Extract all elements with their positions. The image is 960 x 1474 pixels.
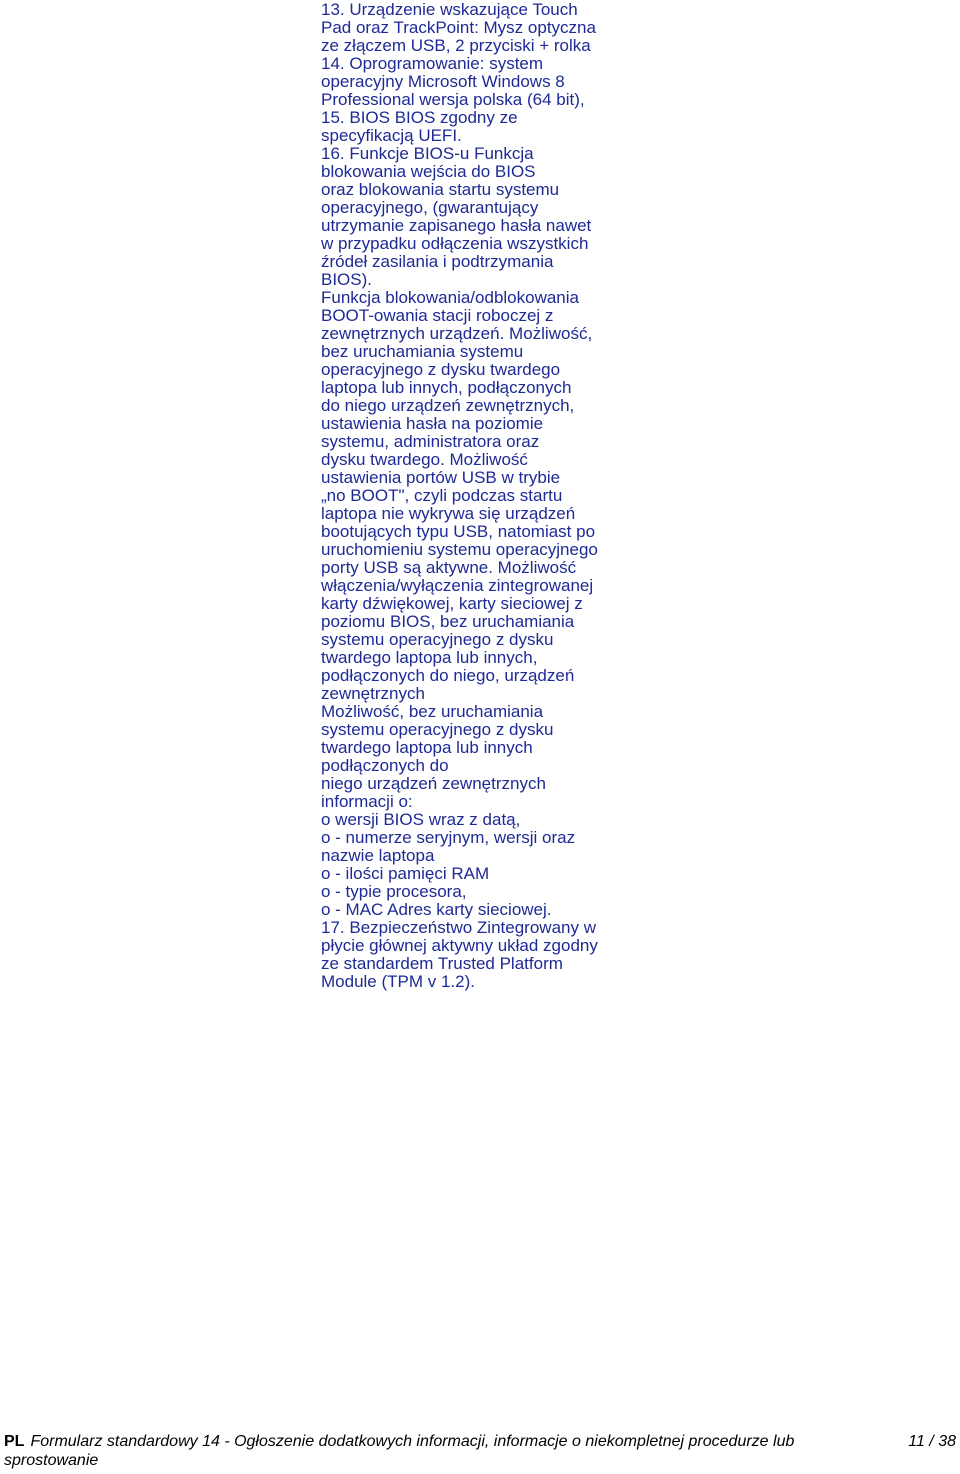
text-line: oraz blokowania startu systemu <box>321 180 560 199</box>
text-line: Professional wersja polska (64 bit), <box>321 90 585 109</box>
text-line: systemu operacyjnego z dysku <box>321 630 554 649</box>
text-line: dysku twardego. Możliwość <box>321 450 528 469</box>
text-line: twardego laptopa lub innych <box>321 738 533 757</box>
text-line: karty dźwiękowej, karty sieciowej z <box>321 594 583 613</box>
text-line: 14. Oprogramowanie: system <box>321 54 544 73</box>
text-line: operacyjnego z dysku twardego <box>321 360 561 379</box>
text-line: informacji o: <box>321 792 413 811</box>
text-line: o - ilości pamięci RAM <box>321 864 490 883</box>
text-line: blokowania wejścia do BIOS <box>321 162 536 181</box>
text-line: nazwie laptopa <box>321 846 435 865</box>
text-line: poziomu BIOS, bez uruchamiania <box>321 612 575 631</box>
text-line: ze standardem Trusted Platform <box>321 954 563 973</box>
text-line: „no BOOT", czyli podczas startu <box>321 486 563 505</box>
document-text-column <box>321 1 651 991</box>
footer-form-title-continued: sprostowanie <box>4 1452 99 1469</box>
text-line: niego urządzeń zewnętrznych <box>321 774 546 793</box>
text-line: ustawienia hasła na poziomie <box>321 414 544 433</box>
text-line: 17. Bezpieczeństwo Zintegrowany w <box>321 918 596 937</box>
text-line: podłączonych do <box>321 756 449 775</box>
text-line: włączenia/wyłączenia zintegrowanej <box>321 576 594 595</box>
text-line: porty USB są aktywne. Możliwość <box>321 558 577 577</box>
text-line: operacyjnego, (gwarantujący <box>321 198 539 217</box>
footer-form-title: Formularz standardowy 14 - Ogłoszenie dodatkowych informacji, informacje o niekompletnej procedurze lub <box>30 1433 795 1450</box>
footer-page-number: 11 / 38 <box>908 1433 956 1450</box>
text-line: 13. Urządzenie wskazujące Touch <box>321 0 578 19</box>
text-line: operacyjny Microsoft Windows 8 <box>321 72 565 91</box>
text-line: Możliwość, bez uruchamiania <box>321 702 544 721</box>
text-line: Funkcja blokowania/odblokowania <box>321 288 579 307</box>
text-line: Module (TPM v 1.2). <box>321 972 475 991</box>
text-line: do niego urządzeń zewnętrznych, <box>321 396 575 415</box>
text-line: zewnętrznych <box>321 684 425 703</box>
text-line: laptopa lub innych, podłączonych <box>321 378 572 397</box>
text-line: BIOS). <box>321 270 373 289</box>
text-line: ustawienia portów USB w trybie <box>321 468 561 487</box>
text-line: o - MAC Adres karty sieciowej. <box>321 900 552 919</box>
text-line: 15. BIOS BIOS zgodny ze <box>321 108 518 127</box>
page-footer <box>4 1432 956 1469</box>
text-line: o wersji BIOS wraz z datą, <box>321 810 521 829</box>
text-line: systemu operacyjnego z dysku <box>321 720 554 739</box>
text-line: utrzymanie zapisanego hasła nawet <box>321 216 592 235</box>
footer-language-code: PL <box>4 1433 25 1450</box>
text-line: podłączonych do niego, urządzeń <box>321 666 575 685</box>
text-line: systemu, administratora oraz <box>321 432 540 451</box>
text-line: bez uruchamiania systemu <box>321 342 524 361</box>
text-line: laptopa nie wykrywa się urządzeń <box>321 504 576 523</box>
text-line: zewnętrznych urządzeń. Możliwość, <box>321 324 593 343</box>
text-line: Pad oraz TrackPoint: Mysz optyczna <box>321 18 596 37</box>
text-line: twardego laptopa lub innych, <box>321 648 538 667</box>
text-line: BOOT-owania stacji roboczej z <box>321 306 554 325</box>
text-line: ze złączem USB, 2 przyciski + rolka <box>321 36 591 55</box>
text-line: specyfikacją UEFI. <box>321 126 462 145</box>
text-line: o - numerze seryjnym, wersji oraz <box>321 828 576 847</box>
text-line: 16. Funkcje BIOS-u Funkcja <box>321 144 534 163</box>
text-line: bootujących typu USB, natomiast po <box>321 522 596 541</box>
text-line: w przypadku odłączenia wszystkich <box>321 234 589 253</box>
text-line: o - typie procesora, <box>321 882 467 901</box>
text-line: płycie głównej aktywny układ zgodny <box>321 936 598 955</box>
text-line: źródeł zasilania i podtrzymania <box>321 252 554 271</box>
text-line: uruchomieniu systemu operacyjnego <box>321 540 598 559</box>
